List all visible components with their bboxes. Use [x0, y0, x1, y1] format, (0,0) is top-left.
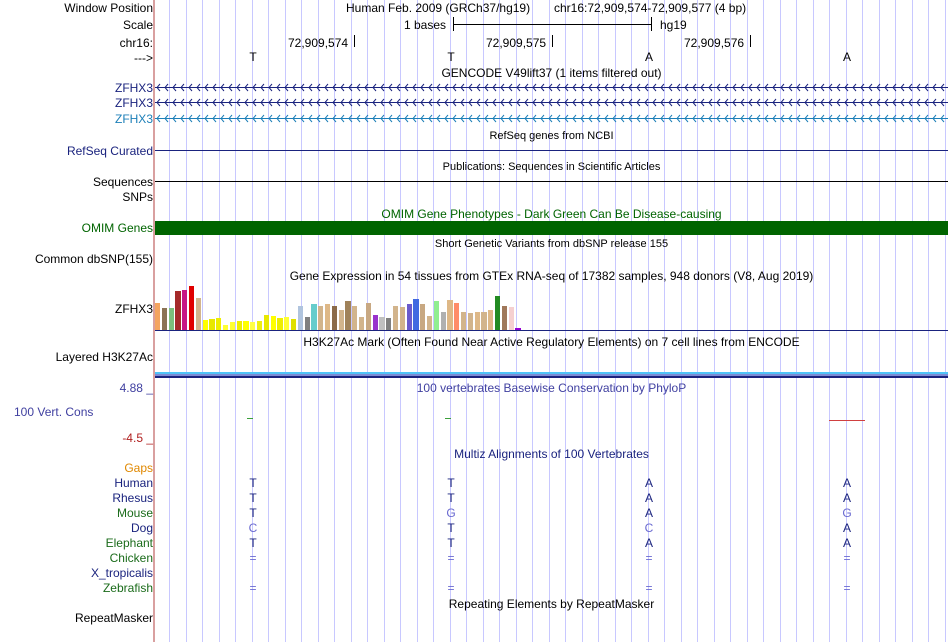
gtex-tissue-bar[interactable] — [502, 306, 507, 330]
gtex-tissue-bar[interactable] — [243, 321, 248, 330]
gtex-tissue-bar[interactable] — [250, 322, 255, 330]
phylop-track-title[interactable]: 100 vertebrates Basewise Conservation by PhyloP — [416, 381, 687, 395]
assembly-title: Human Feb. 2009 (GRCh37/hg19) — [346, 1, 531, 15]
species-label[interactable]: Zebrafish — [102, 581, 153, 595]
alignment-base: = — [249, 551, 257, 565]
alignment-base: T — [447, 536, 455, 550]
alignment-base: T — [447, 491, 455, 505]
gene-model-zfhx3-3[interactable] — [155, 114, 948, 123]
ref-base: T — [447, 50, 455, 64]
tick-mark-2 — [552, 35, 553, 47]
scale-label: Scale — [122, 18, 153, 32]
gtex-tissue-bar[interactable] — [400, 307, 405, 330]
gridline — [928, 0, 929, 642]
phylop-score-mark — [445, 418, 451, 419]
alignment-base: A — [644, 476, 653, 490]
gtex-tissue-bar[interactable] — [169, 308, 174, 330]
species-label[interactable]: Mouse — [116, 506, 153, 520]
gtex-tissue-bar[interactable] — [359, 317, 364, 330]
gtex-tissue-bar[interactable] — [264, 315, 269, 330]
gencode-track-title[interactable]: GENCODE V49lift37 (1 items filtered out) — [441, 66, 662, 80]
gtex-track-title[interactable]: Gene Expression in 54 tissues from GTEx RNA-seq of 17382 samples, 948 donors (V8, Aug 2019) — [289, 269, 814, 283]
gtex-tissue-bar[interactable] — [155, 303, 160, 330]
gridline — [813, 0, 814, 642]
gtex-tissue-bar[interactable] — [230, 322, 235, 330]
repeatmasker-label[interactable]: RepeatMasker — [74, 611, 153, 625]
species-label[interactable]: Elephant — [105, 536, 153, 550]
species-label[interactable]: Dog — [130, 521, 153, 535]
gtex-tissue-bar[interactable] — [325, 304, 330, 330]
gridline — [714, 0, 715, 642]
gtex-tissue-bar[interactable] — [379, 317, 384, 330]
gridline — [582, 0, 583, 642]
gtex-tissue-bar[interactable] — [216, 318, 221, 330]
gaps-label[interactable]: Gaps — [124, 461, 153, 475]
h3k27ac-track-title[interactable]: H3K27Ac Mark (Often Found Near Active Regulatory Elements) on 7 cell lines from ENCODE — [303, 335, 800, 349]
gtex-tissue-bar[interactable] — [468, 313, 473, 330]
gtex-tissue-bar[interactable] — [277, 318, 282, 330]
gtex-bar-chart[interactable] — [155, 284, 535, 330]
scale-text: 1 bases — [404, 18, 447, 32]
gtex-tissue-bar[interactable] — [339, 310, 344, 330]
phylop-track-label[interactable]: 100 Vert. Cons — [14, 405, 94, 419]
gridline — [681, 0, 682, 642]
gtex-tissue-bar[interactable] — [182, 290, 187, 330]
tick-mark-3 — [750, 35, 751, 47]
alignment-base: A — [842, 491, 851, 505]
alignment-base: = — [645, 581, 653, 595]
db-name: hg19 — [660, 18, 687, 32]
gtex-tissue-bar[interactable] — [420, 304, 425, 330]
gridline — [664, 0, 665, 642]
gridline — [730, 0, 731, 642]
multiz-track-title[interactable]: Multiz Alignments of 100 Vertebrates — [454, 447, 649, 461]
alignment-base: A — [842, 476, 851, 490]
gtex-tissue-bar[interactable] — [434, 301, 439, 330]
refseq-feature-line[interactable] — [155, 150, 948, 151]
gene-label-zfhx3-3[interactable]: ZFHX3 — [114, 112, 153, 126]
gtex-tissue-bar[interactable] — [386, 318, 391, 330]
gtex-tissue-bar[interactable] — [257, 321, 262, 330]
gridline — [747, 0, 748, 642]
gridline — [631, 0, 632, 642]
ref-base: T — [249, 50, 257, 64]
gridline — [912, 0, 913, 642]
alignment-base: T — [249, 506, 257, 520]
alignment-base: = — [645, 551, 653, 565]
strand-label: ---> — [134, 51, 153, 65]
gridline — [763, 0, 764, 642]
gtex-tissue-bar[interactable] — [461, 312, 466, 330]
gene-model-zfhx3-2[interactable] — [155, 98, 948, 107]
ref-base: A — [644, 50, 653, 64]
gtex-tissue-bar[interactable] — [488, 310, 493, 330]
gtex-tissue-bar[interactable] — [311, 304, 316, 330]
gridline — [895, 0, 896, 642]
publications-feature-line[interactable] — [155, 181, 948, 182]
alignment-base: = — [843, 551, 851, 565]
gtex-tissue-bar[interactable] — [284, 317, 289, 330]
gtex-tissue-bar[interactable] — [162, 308, 167, 330]
gridline — [879, 0, 880, 642]
alignment-base: G — [842, 506, 852, 520]
omim-phenotype-bar[interactable] — [155, 221, 948, 235]
phylop-max-label: 4.88 _ — [119, 381, 153, 395]
gridline — [780, 0, 781, 642]
omim-track-title[interactable]: OMIM Gene Phenotypes - Dark Green Can Be Disease-causing — [381, 207, 722, 221]
gridline — [598, 0, 599, 642]
gtex-tissue-bar[interactable] — [352, 306, 357, 330]
gtex-tissue-bar[interactable] — [291, 319, 296, 330]
tick-mark-1 — [354, 35, 355, 47]
alignment-base: A — [644, 536, 653, 550]
gtex-tissue-bar[interactable] — [447, 300, 452, 330]
gtex-tissue-bar[interactable] — [454, 303, 459, 330]
gtex-tissue-bar[interactable] — [427, 316, 432, 330]
gtex-tissue-bar[interactable] — [407, 304, 412, 330]
sequences-label[interactable]: Sequences — [92, 175, 153, 189]
gtex-tissue-bar[interactable] — [373, 315, 378, 330]
gtex-gene-line — [155, 330, 948, 331]
gtex-tissue-bar[interactable] — [345, 301, 350, 330]
gridline — [549, 0, 550, 642]
tick-label-3: 72,909,576 — [684, 36, 745, 50]
gtex-tissue-bar[interactable] — [189, 286, 194, 330]
gtex-tissue-bar[interactable] — [203, 320, 208, 330]
alignment-base: = — [249, 581, 257, 595]
gtex-tissue-bar[interactable] — [209, 319, 214, 330]
chrom-label: chr16: — [119, 36, 153, 50]
tick-label-1: 72,909,574 — [288, 36, 349, 50]
alignment-base: T — [447, 521, 455, 535]
phylop-score-mark — [829, 420, 865, 421]
gtex-tissue-bar[interactable] — [393, 306, 398, 330]
species-label[interactable]: Human — [114, 476, 153, 490]
species-label[interactable]: Chicken — [109, 551, 153, 565]
gridline — [829, 0, 830, 642]
gtex-tissue-bar[interactable] — [196, 298, 201, 330]
alignment-base: T — [249, 536, 257, 550]
gridline — [796, 0, 797, 642]
gene-model-zfhx3-1[interactable] — [155, 83, 948, 92]
alignment-base: G — [446, 506, 456, 520]
gtex-tissue-bar[interactable] — [475, 312, 480, 330]
common-dbsnp-label[interactable]: Common dbSNP(155) — [34, 252, 153, 266]
gtex-tissue-bar[interactable] — [298, 306, 303, 330]
alignment-base: A — [842, 521, 851, 535]
gtex-tissue-bar[interactable] — [509, 307, 514, 330]
refseq-curated-label[interactable]: RefSeq Curated — [66, 144, 153, 158]
gtex-tissue-bar[interactable] — [413, 299, 418, 330]
alignment-base: = — [843, 581, 851, 595]
gridline — [862, 0, 863, 642]
window-position-label: Window Position — [64, 1, 153, 15]
refseq-track-title[interactable]: RefSeq genes from NCBI — [489, 130, 614, 142]
h3k27ac-baseline — [155, 376, 948, 378]
tick-label-2: 72,909,575 — [486, 36, 547, 50]
gridline — [565, 0, 566, 642]
gtex-tissue-bar[interactable] — [495, 296, 500, 330]
gene-label-zfhx3-1[interactable]: ZFHX3 — [114, 81, 153, 95]
alignment-base: A — [644, 491, 653, 505]
species-label[interactable]: X_tropicalis — [90, 566, 153, 580]
phylop-score-mark — [247, 418, 253, 419]
alignment-base: A — [842, 536, 851, 550]
omim-genes-label[interactable]: OMIM Genes — [81, 221, 153, 235]
phylop-min-label: -4.5 _ — [122, 431, 153, 445]
alignment-base: C — [248, 521, 258, 535]
scale-bar-right-cap — [651, 17, 652, 31]
gtex-tissue-bar[interactable] — [318, 306, 323, 330]
gtex-tissue-bar[interactable] — [481, 312, 486, 330]
alignment-base: = — [447, 551, 455, 565]
repeatmasker-track-title[interactable]: Repeating Elements by RepeatMasker — [448, 597, 655, 611]
gtex-tissue-bar[interactable] — [305, 317, 310, 330]
alignment-base: T — [447, 476, 455, 490]
scale-bar — [453, 24, 651, 25]
gtex-tissue-bar[interactable] — [332, 306, 337, 330]
layered-h3k27ac-label[interactable]: Layered H3K27Ac — [55, 350, 153, 364]
gene-label-zfhx3-2[interactable]: ZFHX3 — [114, 96, 153, 110]
gtex-gene-label[interactable]: ZFHX3 — [114, 302, 153, 316]
gtex-tissue-bar[interactable] — [366, 303, 371, 330]
alignment-base: T — [249, 491, 257, 505]
gridline — [697, 0, 698, 642]
species-label[interactable]: Rhesus — [112, 491, 153, 505]
gtex-tissue-bar[interactable] — [441, 312, 446, 330]
alignment-base: A — [644, 506, 653, 520]
alignment-base: = — [447, 581, 455, 595]
snps-label[interactable]: SNPs — [122, 190, 153, 204]
gtex-tissue-bar[interactable] — [271, 316, 276, 330]
gridline — [945, 0, 946, 642]
publications-track-title[interactable]: Publications: Sequences in Scientific Articles — [442, 161, 661, 173]
gridline — [615, 0, 616, 642]
alignment-base: T — [249, 476, 257, 490]
ref-base: A — [842, 50, 851, 64]
dbsnp-track-title[interactable]: Short Genetic Variants from dbSNP release 155 — [434, 238, 669, 250]
gtex-tissue-bar[interactable] — [237, 321, 242, 330]
window-position-value[interactable]: chr16:72,909,574-72,909,577 (4 bp) — [554, 1, 747, 15]
alignment-base: C — [644, 521, 654, 535]
gtex-tissue-bar[interactable] — [175, 291, 180, 330]
